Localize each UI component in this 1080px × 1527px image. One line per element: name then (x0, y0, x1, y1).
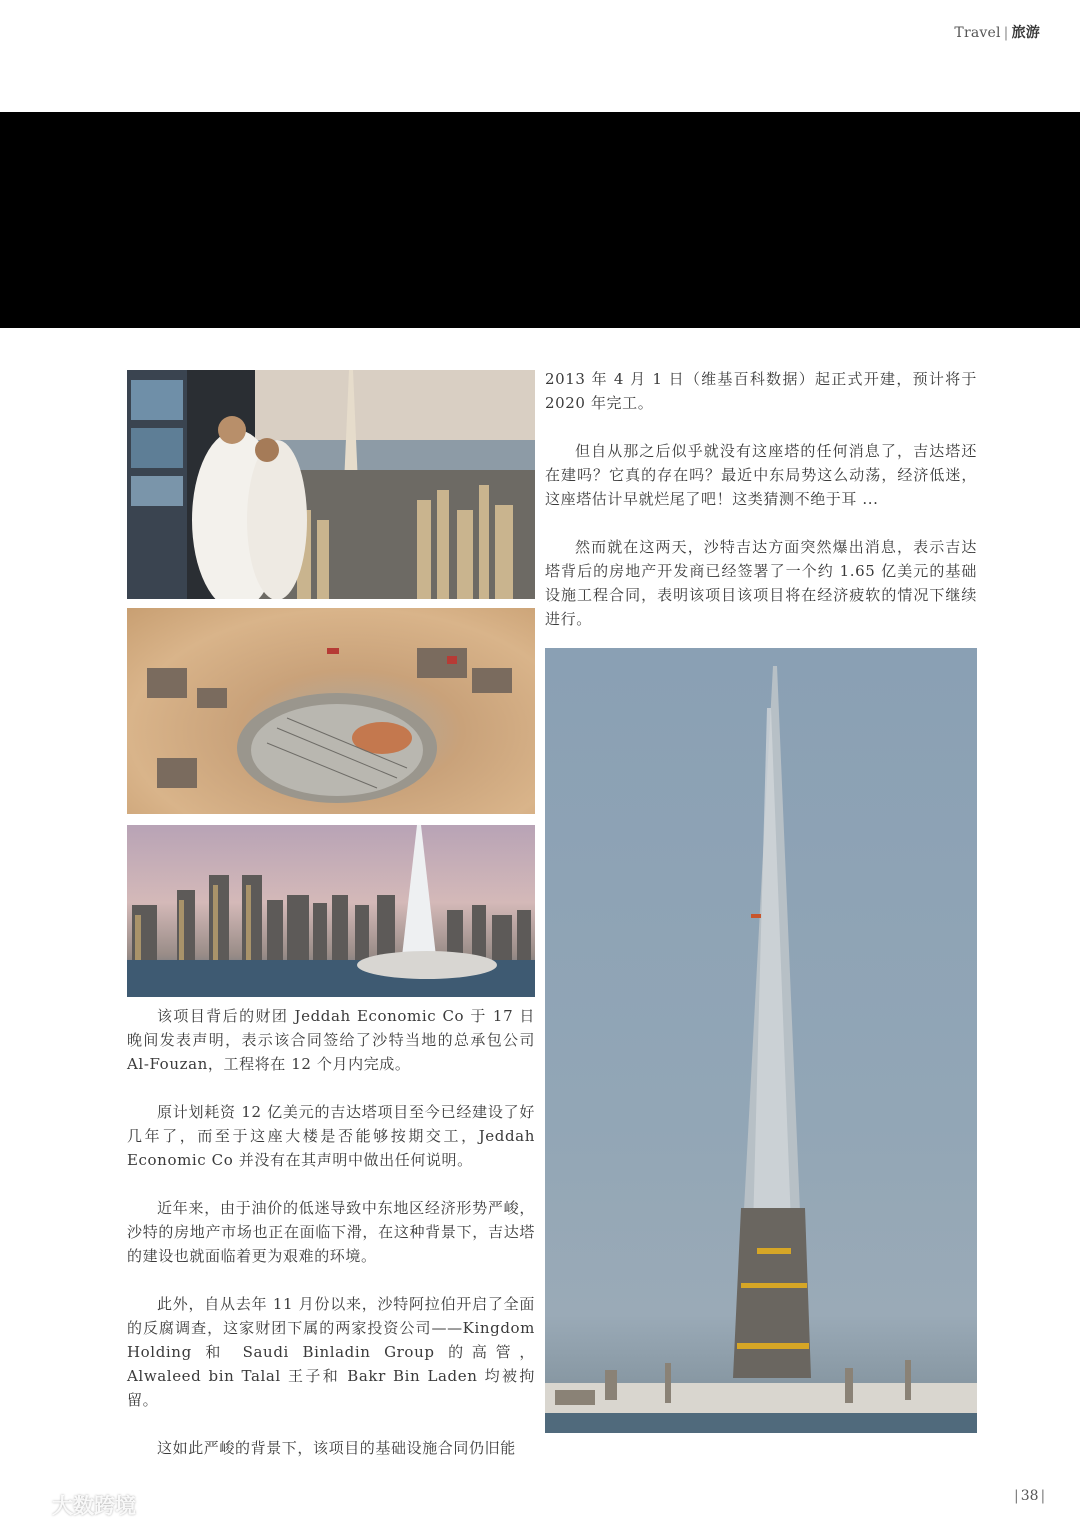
watermark (8, 1490, 136, 1520)
article-column-left (127, 1004, 535, 1460)
article-column-right (545, 367, 977, 631)
paragraph: 该项目背后的财团 Jeddah Economic Co 于 17 日晚间发表声明，表示该合同签给了沙特当地的总承包公司 Al-Fouzan，工程将在 12 个月内完成。 (127, 1007, 535, 1073)
paragraph: 这如此严峻的背景下，该项目的基础设施合同仍旧能 (157, 1439, 516, 1457)
paragraph: 近年来，由于油价的低迷导致中东地区经济形势严峻，沙特的房地产市场也正在面临下滑，在这种背景下，吉达塔的建设也就面临着更为艰难的环境。 (127, 1199, 535, 1265)
page-number: | 38 | (1014, 1488, 1046, 1504)
paragraph: 但自从那之后似乎就没有这座塔的任何消息了，吉达塔还在建吗？它真的存在吗？最近中东局势这么动荡，经济低迷，这座塔估计早就烂尾了吧！这类猜测不绝于耳 ... (545, 442, 977, 508)
photo-tower-model-viewing (127, 370, 535, 599)
paragraph: 此外，自从去年 11 月份以来，沙特阿拉伯开启了全面的反腐调查，这家财团下属的两家投资公司——Kingdom Holding 和 Saudi Binladin Group 的高管，Alwaleed bin Talal 王子和 Bakr Bin Laden 均被拘留。 (127, 1295, 535, 1409)
watermark-logo-icon (8, 1493, 48, 1517)
photo-jeddah-tower (545, 648, 977, 1433)
photo-skyline-rendering (127, 825, 535, 997)
paragraph: 原计划耗资 12 亿美元的吉达塔项目至今已经建设了好几年了，而至于这座大楼是否能够按期交工，Jeddah Economic Co 并没有在其声明中做出任何说明。 (127, 1103, 535, 1169)
header-separator: | (1003, 25, 1009, 41)
paragraph: 然而就在这两天，沙特吉达方面突然爆出消息，表示吉达塔背后的房地产开发商已经签署了一个约 1.65 亿美元的基础设施工程合同，表明该项目该项目将在经济疲软的情况下继续进行。 (545, 538, 977, 628)
section-label-cn: 旅游 (1011, 25, 1040, 41)
section-label-en: Travel (954, 25, 1001, 41)
section-header (954, 22, 1040, 42)
watermark-text: 大数跨境 (52, 1494, 136, 1518)
black-banner (0, 112, 1080, 328)
paragraph: 2013 年 4 月 1 日（维基百科数据）起正式开建，预计将于 2020 年完工。 (545, 370, 977, 412)
photo-construction-site-aerial (127, 608, 535, 814)
